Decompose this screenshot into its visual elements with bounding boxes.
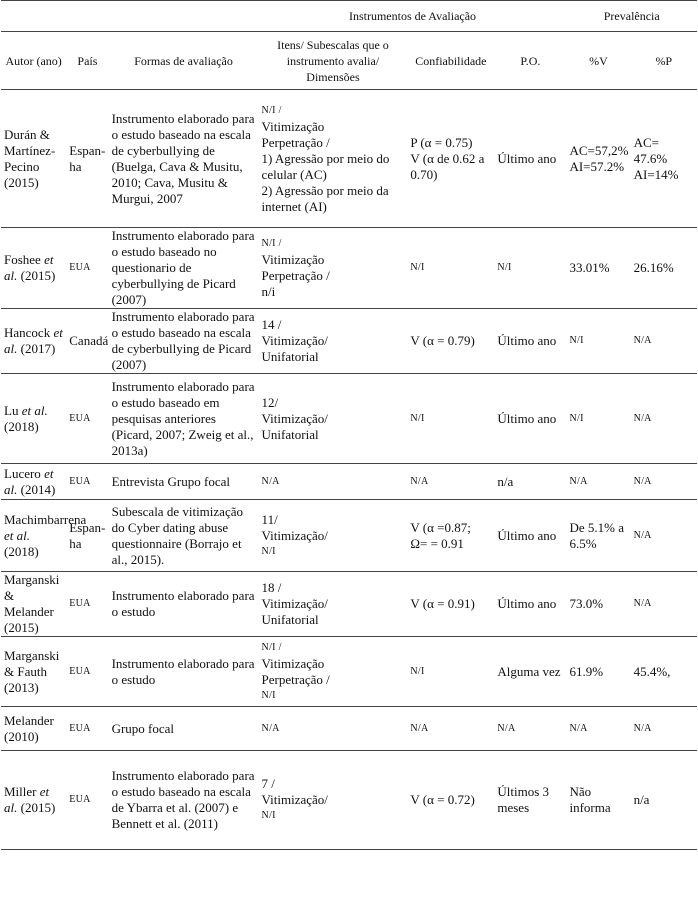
author-cell: [1, 572, 66, 637]
reliability-cell: [407, 572, 494, 637]
cell-line: V (α =0.87;: [410, 519, 471, 535]
cell-line: n/i: [261, 284, 276, 299]
cell-line: N/A: [633, 412, 652, 424]
items-cell: [259, 374, 408, 464]
cell-line: 12/: [261, 394, 279, 410]
forms-cell: Instrumento elaborado para o estudo baseado na escala de Ybarra et al. (2007) e Bennett et al. (2011): [109, 751, 259, 850]
items-cell: [259, 90, 408, 228]
pp-cell: [631, 572, 697, 637]
cell-line: N/A: [633, 475, 652, 487]
forms-cell: Instrumento elaborado para o estudo baseado em pesquisas anteriores (Picard, 2007; Zweig et al., 2013a): [109, 374, 259, 464]
pv-cell: [566, 374, 630, 464]
forms-cell: Instrumento elaborado para o estudo baseado na escala de cyberbullying de Picard (2007): [109, 309, 259, 374]
cell-line: AC=57,2%: [569, 142, 629, 158]
forms-cell: Grupo focal: [109, 707, 259, 751]
author-part: Hancock: [4, 325, 54, 340]
country-cell: Espan-ha: [66, 90, 108, 228]
cell-line: Vitimização/: [261, 410, 328, 426]
author-part: (2015): [17, 800, 56, 815]
pp-cell: [631, 637, 697, 707]
cell-line: Vitimização/: [261, 527, 328, 543]
country-cell: EUA: [66, 374, 108, 464]
po-cell: Alguma vez: [494, 637, 566, 707]
pv-cell: [566, 500, 630, 572]
cell-line: N/I: [569, 335, 584, 346]
cell-line: N/I: [261, 810, 276, 821]
reliability-cell: [407, 374, 494, 464]
col-pp: %P: [631, 32, 697, 90]
cell-line: V (α de 0.62 a 0.70): [410, 150, 485, 182]
pv-cell: [566, 751, 630, 850]
cell-line: Unifatorial: [261, 426, 319, 442]
table-row: [1, 228, 697, 309]
cell-line: n/a: [633, 792, 650, 807]
col-forms: Formas de avaliação: [109, 32, 259, 90]
cell-line: Vitimização: [261, 118, 325, 134]
forms-cell: Instrumento elaborado para o estudo baseado no questionario de cyberbullying de Picard (2007): [109, 228, 259, 309]
cell-line: 11/: [261, 511, 278, 527]
header-group-row: [1, 1, 697, 32]
cell-line: N/A: [261, 475, 280, 487]
author-part: Foshee: [4, 252, 45, 267]
col-country: País: [66, 32, 108, 90]
po-cell: N/I: [494, 228, 566, 309]
reliability-cell: [407, 309, 494, 374]
author-part: (2018): [4, 543, 39, 559]
author-part: et al.: [21, 402, 48, 418]
cell-line: Unifatorial: [261, 349, 319, 364]
cell-line: Perpetração /: [261, 268, 330, 283]
author-part: Lu: [4, 402, 22, 418]
cell-line: Não informa: [569, 784, 611, 815]
author-cell: [1, 374, 66, 464]
pp-cell: [631, 90, 697, 228]
cell-line: N/I /: [261, 104, 282, 116]
pv-cell: [566, 464, 630, 500]
author-part: Machimbarrena: [4, 511, 87, 527]
country-cell: Canadá: [66, 309, 108, 374]
review-table: [1, 0, 697, 850]
cell-line: N/I /: [261, 238, 282, 249]
cell-line: N/A: [633, 335, 652, 346]
pv-cell: [566, 309, 630, 374]
country-cell: EUA: [66, 228, 108, 309]
col-items: Itens/ Subescalas que o instrumento avalia/ Dimensões: [259, 32, 408, 90]
reliability-cell: [407, 228, 494, 309]
author-part: et al.: [4, 527, 30, 543]
country-cell: Espan-ha: [66, 500, 108, 572]
author-part: et al.: [4, 784, 50, 815]
items-cell: [259, 464, 408, 500]
table-body: [1, 90, 697, 850]
forms-cell: Instrumento elaborado para o estudo: [109, 637, 259, 707]
author-part: et al.: [4, 465, 54, 497]
forms-cell: Instrumento elaborado para o estudo baseado na escala de cyberbullying de (Buelga, Cava & Musitu, 2010; Cava, Musitu & Murgui, 2007: [109, 90, 259, 228]
author-part: Lucero: [4, 465, 45, 481]
pv-cell: [566, 637, 630, 707]
po-cell: Último ano: [494, 500, 566, 572]
table-row: [1, 374, 697, 464]
table-row: [1, 90, 697, 228]
cell-line: AI=14%: [633, 166, 679, 182]
pv-cell: [566, 90, 630, 228]
author-part: Miller: [4, 784, 40, 799]
author-part: (2018): [4, 418, 39, 434]
group-instruments: Instrumentos de Avaliação: [259, 1, 567, 32]
reliability-cell: [407, 464, 494, 500]
table-row: [1, 500, 697, 572]
reliability-cell: [407, 707, 494, 751]
country-cell: EUA: [66, 751, 108, 850]
cell-line: N/I: [569, 412, 584, 424]
cell-line: Ω= = 0.91: [410, 535, 464, 551]
author-part: et al.: [4, 252, 54, 283]
items-cell: [259, 228, 408, 309]
group-prevalence: Prevalência: [566, 1, 697, 32]
author-cell: [1, 228, 66, 309]
cell-line: Vitimização/: [261, 333, 328, 348]
forms-cell: Entrevista Grupo focal: [109, 464, 259, 500]
pp-cell: [631, 309, 697, 374]
cell-line: N/I: [410, 412, 425, 424]
cell-line: N/A: [633, 598, 652, 609]
table-row: [1, 464, 697, 500]
pv-cell: [566, 228, 630, 309]
col-po: P.O.: [494, 32, 566, 90]
header-column-row: [1, 32, 697, 90]
cell-line: N/I: [261, 689, 276, 701]
items-cell: [259, 572, 408, 637]
pp-cell: [631, 500, 697, 572]
cell-line: V (α = 0.72): [410, 792, 475, 807]
po-cell: N/A: [494, 707, 566, 751]
po-cell: Último ano: [494, 374, 566, 464]
cell-line: N/A: [633, 722, 652, 734]
cell-line: N/A: [410, 722, 429, 734]
author-cell: [1, 90, 66, 228]
table-row: [1, 309, 697, 374]
reliability-cell: [407, 90, 494, 228]
table-row: [1, 707, 697, 751]
po-cell: Últimos 3 meses: [494, 751, 566, 850]
cell-line: V (α = 0.79): [410, 333, 475, 348]
pp-cell: [631, 464, 697, 500]
author-cell: [1, 464, 66, 500]
items-cell: [259, 707, 408, 751]
pp-cell: [631, 228, 697, 309]
country-cell: EUA: [66, 572, 108, 637]
cell-line: N/I: [410, 262, 425, 273]
cell-line: Unifatorial: [261, 612, 319, 627]
table-row: [1, 637, 697, 707]
reliability-cell: [407, 751, 494, 850]
cell-line: De 5.1% a 6.5%: [569, 519, 624, 551]
cell-line: Perpetração /: [261, 134, 330, 150]
cell-line: AC= 47.6%: [633, 134, 668, 166]
reliability-cell: [407, 500, 494, 572]
author-part: Marganski & Fauth (2013): [4, 647, 60, 695]
pp-cell: [631, 374, 697, 464]
pp-cell: [631, 751, 697, 850]
cell-line: AI=57.2%: [569, 158, 625, 174]
cell-line: N/I /: [261, 641, 282, 653]
cell-line: 73.0%: [569, 596, 604, 611]
table-row: [1, 572, 697, 637]
pp-cell: [631, 707, 697, 751]
cell-line: 1) Agressão por meio do celular (AC): [261, 150, 390, 182]
cell-line: N/A: [410, 475, 429, 487]
author-part: (2015): [17, 268, 56, 283]
cell-line: Vitimização/: [261, 792, 328, 807]
items-cell: [259, 637, 408, 707]
cell-line: N/A: [569, 722, 588, 734]
cell-line: 14 /: [261, 317, 282, 332]
table-row: [1, 751, 697, 850]
cell-line: N/A: [569, 475, 588, 487]
cell-line: N/I: [261, 545, 276, 557]
author-cell: [1, 637, 66, 707]
col-pv: %V: [566, 32, 630, 90]
author-cell: [1, 707, 66, 751]
author-cell: [1, 751, 66, 850]
country-cell: EUA: [66, 637, 108, 707]
pv-cell: [566, 707, 630, 751]
author-part: (2017): [17, 341, 56, 356]
cell-line: P (α = 0.75): [410, 134, 473, 150]
cell-line: 33.01%: [569, 260, 610, 275]
cell-line: Vitimização: [261, 252, 325, 267]
cell-line: 61.9%: [569, 663, 604, 679]
cell-line: Vitimização/: [261, 596, 328, 611]
cell-line: N/A: [633, 529, 652, 541]
cell-line: 18 /: [261, 580, 282, 595]
cell-line: Vitimização: [261, 655, 325, 671]
cell-line: 2) Agressão por meio da internet (AI): [261, 182, 389, 214]
country-cell: EUA: [66, 707, 108, 751]
cell-line: N/I: [410, 665, 425, 677]
author-part: et al.: [4, 325, 63, 356]
author-cell: [1, 309, 66, 374]
pv-cell: [566, 572, 630, 637]
reliability-cell: [407, 637, 494, 707]
cell-line: Perpetração /: [261, 671, 330, 687]
cell-line: V (α = 0.91): [410, 596, 475, 611]
cell-line: N/A: [261, 722, 280, 734]
cell-line: 7 /: [261, 776, 275, 791]
items-cell: [259, 751, 408, 850]
items-cell: [259, 309, 408, 374]
author-part: Marganski & Melander (2015): [4, 572, 60, 635]
po-cell: Último ano: [494, 572, 566, 637]
cell-line: 45.4%,: [633, 663, 671, 679]
items-cell: [259, 500, 408, 572]
po-cell: n/a: [494, 464, 566, 500]
po-cell: Último ano: [494, 90, 566, 228]
col-reliability: Confiabilidade: [407, 32, 494, 90]
country-cell: EUA: [66, 464, 108, 500]
forms-cell: Instrumento elaborado para o estudo: [109, 572, 259, 637]
col-author: Autor (ano): [1, 32, 66, 90]
author-part: Durán & Martínez-Pecino (2015): [4, 126, 56, 190]
author-part: (2014): [17, 481, 56, 497]
author-cell: [1, 500, 87, 572]
cell-line: 26.16%: [633, 260, 674, 275]
forms-cell: Subescala de vitimização do Cyber dating abuse questionnaire (Borrajo et al., 2015).: [109, 500, 259, 572]
po-cell: Último ano: [494, 309, 566, 374]
author-part: Melander (2010): [4, 712, 54, 744]
